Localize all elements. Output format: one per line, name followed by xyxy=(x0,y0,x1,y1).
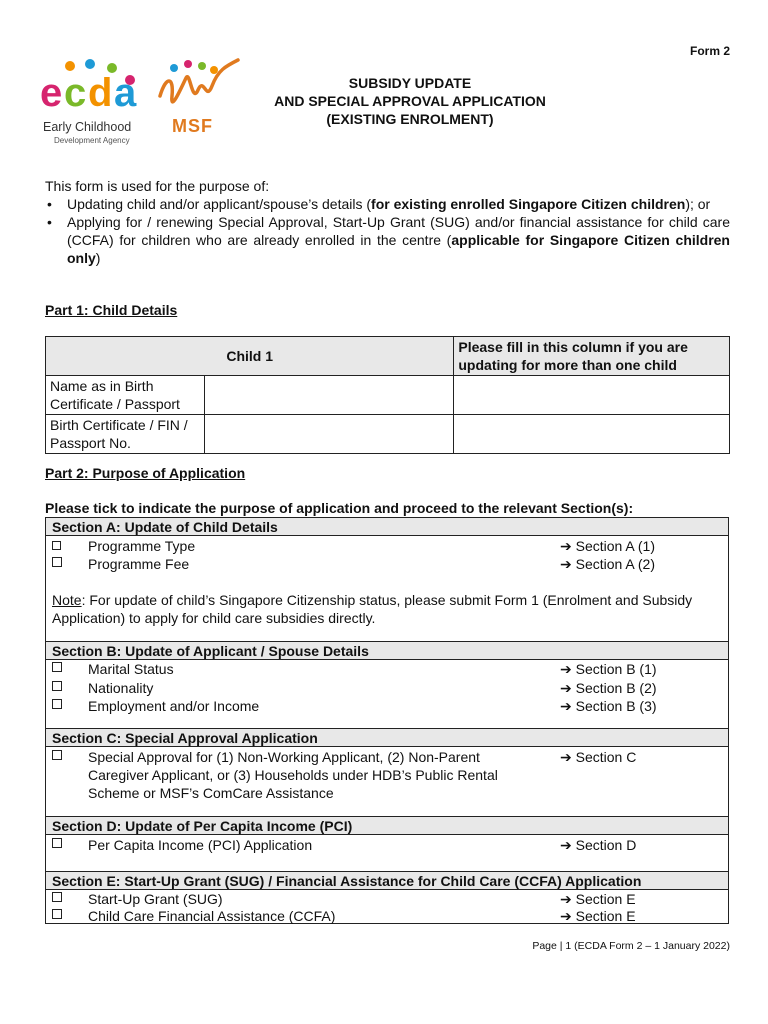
ccfa-checkbox[interactable] xyxy=(52,909,62,919)
section-e-heading: Section E: Start-Up Grant (SUG) / Financial Assistance for Child Care (CCFA) Application xyxy=(46,872,728,890)
title-line-1: SUBSIDY UPDATE xyxy=(348,75,472,91)
special-approval-checkbox[interactable] xyxy=(52,750,62,760)
programme-fee-checkbox[interactable] xyxy=(52,557,62,567)
option-target: ➔ Section B (2) xyxy=(560,680,657,696)
child-details-table xyxy=(45,336,730,454)
option-target: ➔ Section A (2) xyxy=(560,556,655,572)
child1-name-field[interactable] xyxy=(204,376,454,415)
title-line-2: AND SPECIAL APPROVAL APPLICATION xyxy=(274,93,546,109)
section-c-row-line3 xyxy=(52,784,722,802)
option-target: ➔ Section D xyxy=(560,837,637,853)
bullet-dot: • xyxy=(47,214,52,230)
section-a-note xyxy=(52,591,718,627)
marital-status-checkbox[interactable] xyxy=(52,662,62,672)
part2-title: Part 2: Purpose of Application xyxy=(45,465,246,481)
bullet2-bold: applicable for Singapore Citizen children only xyxy=(67,232,730,266)
title-line-3: (EXISTING ENROLMENT) xyxy=(326,111,494,127)
note-text: : For update of child’s Singapore Citizenship status, please submit Form 1 (Enrolment and Subsidy Application) to apply for child care subsidies directly. xyxy=(52,592,693,626)
note-label: Note xyxy=(52,592,82,608)
option-label: Nationality xyxy=(88,680,154,696)
intro-bullet-1 xyxy=(45,195,730,213)
section-e-row-1 xyxy=(52,890,722,908)
pci-application-checkbox[interactable] xyxy=(52,838,62,848)
section-b-row-1 xyxy=(52,660,722,678)
option-label: Caregiver Applicant, or (3) Households under HDB’s Public Rental xyxy=(88,767,498,783)
section-d-heading: Section D: Update of Per Capita Income (PCI) xyxy=(46,817,728,835)
option-target: ➔ Section E xyxy=(560,908,636,924)
form-title xyxy=(240,74,580,128)
option-label: Scheme or MSF’s ComCare Assistance xyxy=(88,785,334,801)
row-label-id: Birth Certificate / FIN / Passport No. xyxy=(46,415,205,454)
child1-id-field[interactable] xyxy=(204,415,454,454)
row-label-name: Name as in Birth Certificate / Passport xyxy=(46,376,205,415)
option-label: Start-Up Grant (SUG) xyxy=(88,891,223,907)
page-footer: Page | 1 (ECDA Form 2 – 1 January 2022) xyxy=(532,940,730,952)
svg-text:e: e xyxy=(40,71,63,115)
programme-type-checkbox[interactable] xyxy=(52,541,61,550)
option-label: Special Approval for (1) Non-Working Applicant, (2) Non-Parent xyxy=(88,749,480,765)
section-c-heading: Section C: Special Approval Application xyxy=(46,729,728,747)
sug-checkbox[interactable] xyxy=(52,892,62,902)
bullet1-text: Updating child and/or applicant/spouse’s details ( xyxy=(67,196,372,212)
option-target: ➔ Section B (3) xyxy=(560,698,657,714)
option-target: ➔ Section A (1) xyxy=(560,538,655,554)
nationality-checkbox[interactable] xyxy=(52,681,62,691)
intro xyxy=(45,177,730,267)
option-label: Per Capita Income (PCI) Application xyxy=(88,837,313,853)
ecda-logo-line1: Early Childhood xyxy=(43,120,132,134)
svg-text:c: c xyxy=(64,71,87,115)
msf-logo xyxy=(152,56,242,148)
bullet-dot: • xyxy=(47,196,52,212)
svg-text:a: a xyxy=(114,71,137,115)
option-target: ➔ Section B (1) xyxy=(560,661,657,677)
section-b-row-3 xyxy=(52,697,722,715)
employment-income-checkbox[interactable] xyxy=(52,699,62,709)
ecda-logo xyxy=(40,58,146,148)
section-c-row xyxy=(52,748,722,766)
ecda-logo-line2: Development Agency xyxy=(54,136,130,145)
header-child-1: Child 1 xyxy=(46,337,454,376)
section-e-row-2 xyxy=(52,907,722,925)
option-label: Employment and/or Income xyxy=(88,698,260,714)
section-b-heading: Section B: Update of Applicant / Spouse Details xyxy=(46,642,728,660)
section-a-heading: Section A: Update of Child Details xyxy=(46,518,728,536)
child2-name-field[interactable] xyxy=(454,376,730,415)
option-label: Child Care Financial Assistance (CCFA) xyxy=(88,908,336,924)
bullet1-tail: ); or xyxy=(685,196,711,212)
msf-logo-text: MSF xyxy=(172,116,213,136)
option-target: ➔ Section C xyxy=(560,749,637,765)
header-more-children: Please fill in this column if you are updating for more than one child xyxy=(454,337,730,376)
child2-id-field[interactable] xyxy=(454,415,730,454)
form-number: Form 2 xyxy=(689,44,730,58)
option-label: Marital Status xyxy=(88,661,174,677)
intro-lead: This form is used for the purpose of: xyxy=(45,178,270,194)
option-label: Programme Type xyxy=(88,538,196,554)
section-a-row-1 xyxy=(52,537,722,555)
section-d-row xyxy=(52,836,722,854)
part2-instruction: Please tick to indicate the purpose of application and proceed to the relevant Section(s): xyxy=(45,500,634,516)
part1-title: Part 1: Child Details xyxy=(45,302,178,318)
purpose-table xyxy=(45,517,729,924)
option-label: Programme Fee xyxy=(88,556,190,572)
section-a-row-2 xyxy=(52,555,722,573)
bullet2-text: Applying for / renewing Special Approval, Start-Up Grant (SUG) and/or financial assistance for child care (CCFA) for children who are already enrolled in the centre ( xyxy=(67,214,730,248)
intro-bullet-2 xyxy=(45,213,730,267)
section-c-row-line2 xyxy=(52,766,722,784)
bullet1-bold: for existing enrolled Singapore Citizen children xyxy=(371,196,686,212)
svg-text:d: d xyxy=(88,71,113,115)
option-target: ➔ Section E xyxy=(560,891,636,907)
section-b-row-2 xyxy=(52,679,722,697)
bullet2-tail: ) xyxy=(95,250,101,266)
